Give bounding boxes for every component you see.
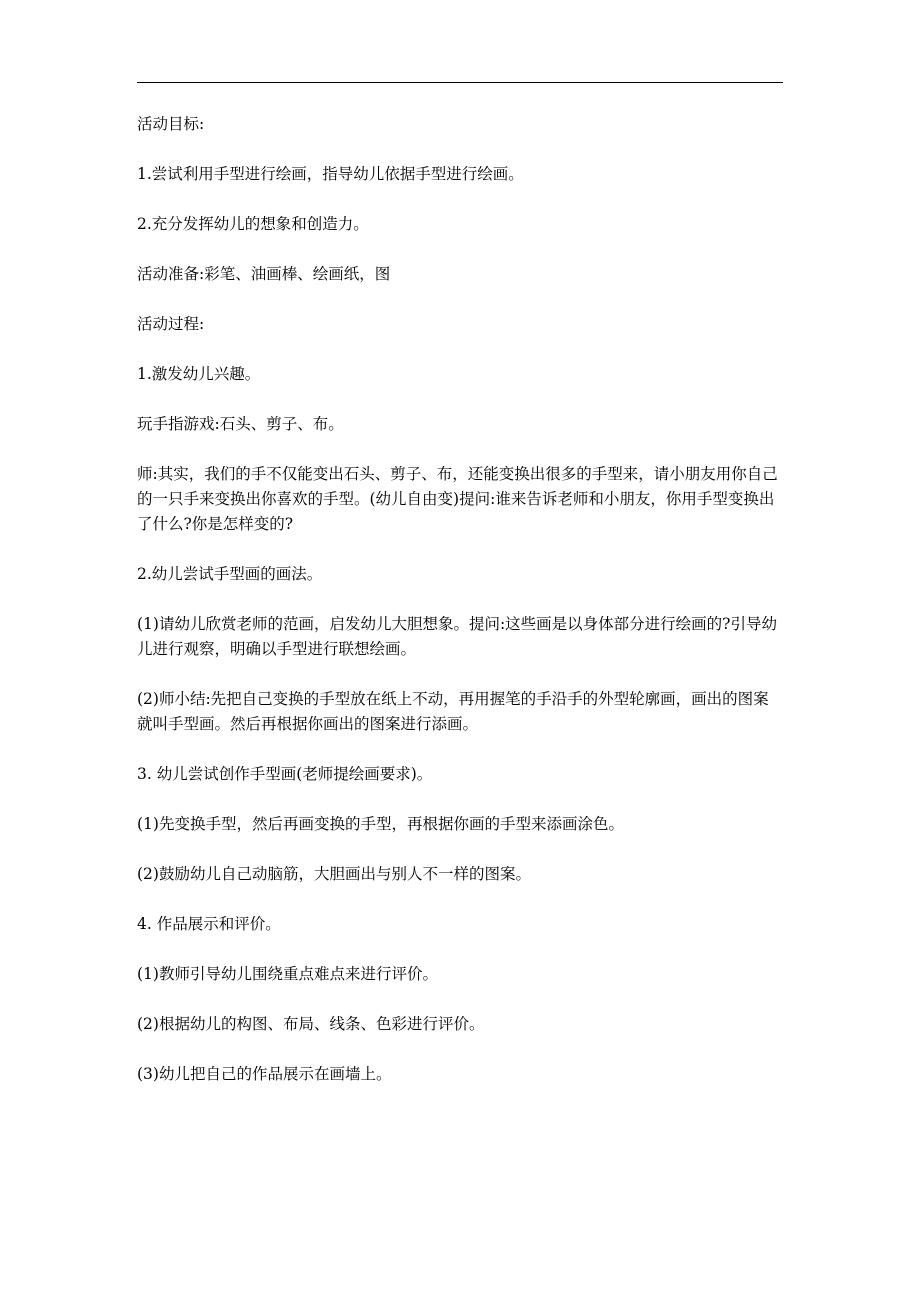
step-2-item-2: (2)师小结:先把自己变换的手型放在纸上不动，再用握笔的手沿手的外型轮廓画，画出的图案就叫手型画。然后再根据你画出的图案进行添画。	[137, 690, 769, 733]
step-4-heading: 4. 作品展示和评价。	[137, 915, 281, 933]
step-1-heading: 1.激发幼儿兴趣。	[137, 365, 261, 383]
document-body	[137, 112, 783, 1087]
step-1-game: 玩手指游戏:石头、剪子、布。	[137, 415, 344, 433]
step-3-item-1: (1)先变换手型，然后再画变换的手型，再根据你画的手型来添画涂色。	[137, 815, 624, 833]
header-rule	[137, 82, 783, 83]
section-heading-goals: 活动目标:	[137, 115, 205, 133]
step-2-item-1: (1)请幼儿欣赏老师的范画，启发幼儿大胆想象。提问:这些画是以身体部分进行绘画的?引导幼儿进行观察，明确以手型进行联想绘画。	[137, 615, 777, 658]
goal-item-2: 2.充分发挥幼儿的想象和创造力。	[137, 215, 369, 233]
step-4-item-3: (3)幼儿把自己的作品展示在画墙上。	[137, 1065, 392, 1083]
step-3-item-2: (2)鼓励幼儿自己动脑筋，大胆画出与别人不一样的图案。	[137, 865, 531, 883]
step-2-heading: 2.幼儿尝试手型画的画法。	[137, 565, 323, 583]
section-heading-preparation: 活动准备:彩笔、油画棒、绘画纸，图	[137, 265, 391, 283]
section-heading-process: 活动过程:	[137, 315, 205, 333]
step-1-teacher-speech: 师:其实，我们的手不仅能变出石头、剪子、布，还能变换出很多的手型来，请小朋友用你自己的一只手来变换出你喜欢的手型。(幼儿自由变)提问:谁来告诉老师和小朋友，你用手型变换出了什么?你是怎样变的?	[137, 465, 778, 533]
step-4-item-1: (1)教师引导幼儿围绕重点难点来进行评价。	[137, 965, 438, 983]
step-4-item-2: (2)根据幼儿的构图、布局、线条、色彩进行评价。	[137, 1015, 485, 1033]
step-3-heading: 3. 幼儿尝试创作手型画(老师提绘画要求)。	[137, 765, 433, 783]
goal-item-1: 1.尝试利用手型进行绘画，指导幼儿依据手型进行绘画。	[137, 165, 524, 183]
